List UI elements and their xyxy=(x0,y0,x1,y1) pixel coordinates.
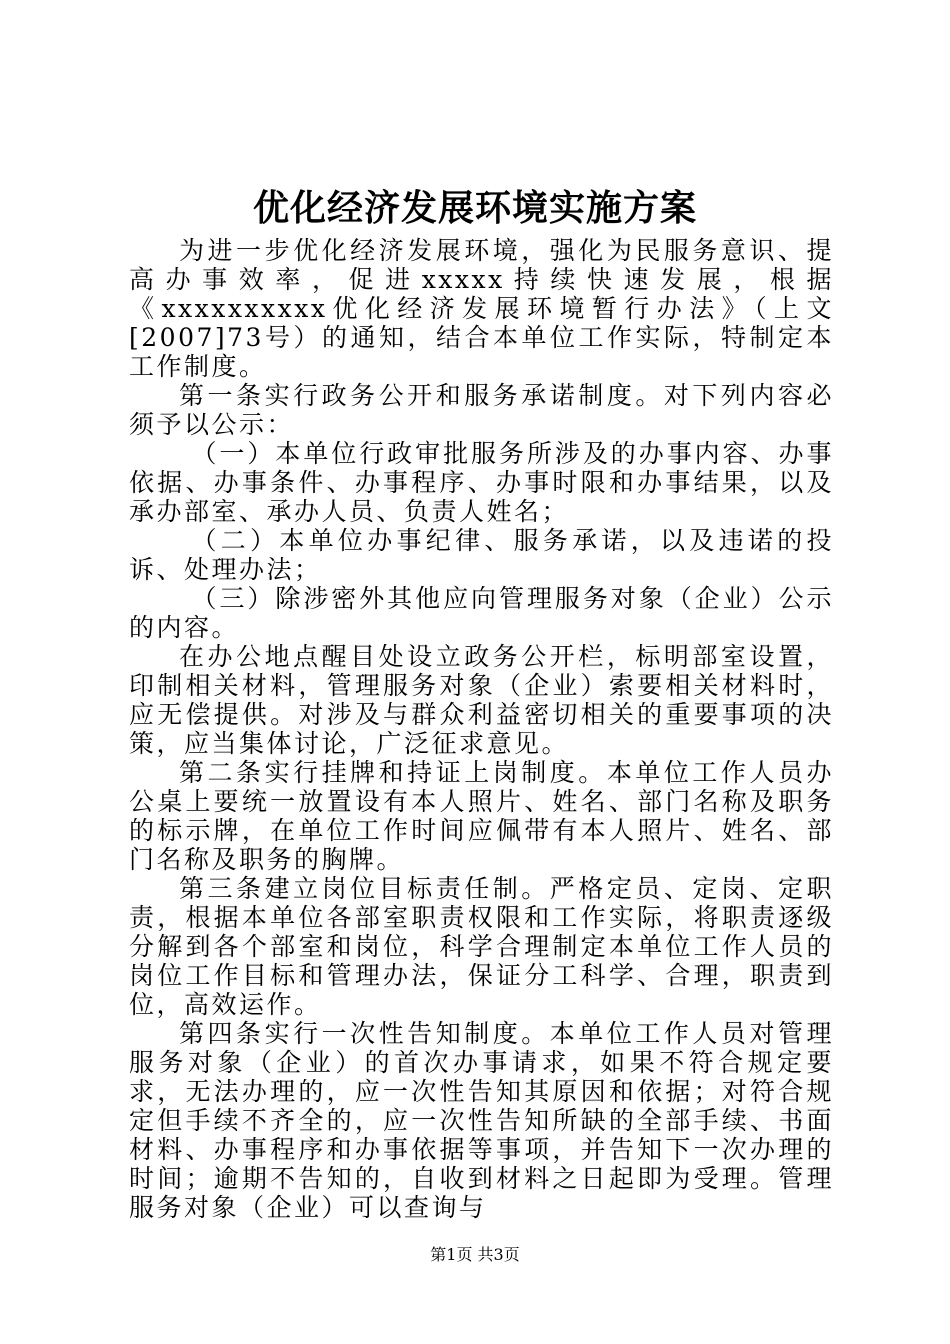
page-footer: 第1页 共3页 xyxy=(430,1245,520,1264)
paragraph-article-4: 第四条实行一次性告知制度。本单位工作人员对管理服务对象（企业）的首次办事请求，如果不符合规定要求，无法办理的，应一次性告知其原因和依据；对符合规定但手续不齐全的，应一次性告知所缺的全部手续、书面材料、办事程序和办事依据等事项，并告知下一次办理的时间；逾期不告知的，自收到材料之日起即为受理。管理服务对象（企业）可以查询与 xyxy=(129,1019,834,1222)
paragraph-intro: 为进一步优化经济发展环境，强化为民服务意识、提高办事效率，促进xxxxx持续快速发展，根据《xxxxxxxxxx优化经济发展环境暂行办法》（上文[2007]73号）的通知，结合本单位工作实际，特制定本工作制度。 xyxy=(129,236,834,381)
paragraph-item-3: （三）除涉密外其他应向管理服务对象（企业）公示的内容。 xyxy=(129,584,834,642)
paragraph-bulletin-board: 在办公地点醒目处设立政务公开栏，标明部室设置，印制相关材料，管理服务对象（企业）索要相关材料时，应无偿提供。对涉及与群众利益密切相关的重要事项的决策，应当集体讨论，广泛征求意见。 xyxy=(129,642,834,758)
paragraph-article-3: 第三条建立岗位目标责任制。严格定员、定岗、定职责，根据本单位各部室职责权限和工作实际，将职责逐级分解到各个部室和岗位，科学合理制定本单位工作人员的岗位工作目标和管理办法，保证分工科学、合理，职责到位，高效运作。 xyxy=(129,874,834,1019)
paragraph-item-1: （一）本单位行政审批服务所涉及的办事内容、办事依据、办事条件、办事程序、办事时限和办事结果，以及承办部室、承办人员、负责人姓名； xyxy=(129,439,834,526)
paragraph-item-2: （二）本单位办事纪律、服务承诺，以及违诺的投诉、处理办法； xyxy=(129,526,834,584)
paragraph-article-1: 第一条实行政务公开和服务承诺制度。对下列内容必须予以公示： xyxy=(129,381,834,439)
document-title: 优化经济发展环境实施方案 xyxy=(252,187,697,229)
paragraph-article-2: 第二条实行挂牌和持证上岗制度。本单位工作人员办公桌上要统一放置设有本人照片、姓名、部门名称及职务的标示牌，在单位工作时间应佩带有本人照片、姓名、部门名称及职务的胸牌。 xyxy=(129,758,834,874)
document-body xyxy=(129,236,834,1222)
